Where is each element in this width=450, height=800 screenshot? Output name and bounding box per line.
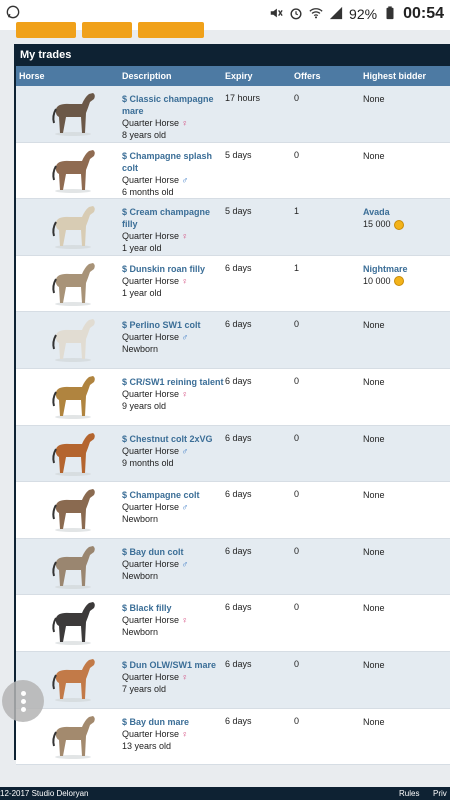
footer [0, 787, 450, 800]
breed-line [122, 614, 224, 626]
horse-tail [53, 109, 56, 123]
horse-body [56, 93, 95, 133]
horse-image[interactable] [44, 598, 102, 646]
breed-line [122, 445, 224, 457]
header-description: Description [122, 71, 172, 81]
breed-line [122, 728, 224, 740]
horse-name-link[interactable]: $ Black filly [122, 603, 172, 614]
horse-body [56, 263, 95, 303]
my-trades-panel [14, 44, 450, 760]
horse-image[interactable] [44, 485, 102, 533]
top-button-row [16, 22, 204, 38]
table-row[interactable] [16, 539, 450, 596]
age: 7 years old [122, 683, 167, 694]
alarm-icon [289, 6, 303, 23]
breed: Quarter Horse [122, 231, 180, 242]
expiry-value: 6 days [225, 602, 252, 613]
expiry-value: 6 days [225, 319, 252, 330]
highest-bidder [363, 206, 404, 230]
expiry-value: 6 days [225, 262, 252, 273]
bidder-name: None [363, 659, 385, 670]
horse-name-link[interactable]: $ Champagne colt [122, 490, 200, 501]
highest-bidder [363, 659, 385, 671]
male-symbol-icon: ♂ [181, 502, 189, 513]
offers-value: 0 [294, 489, 300, 500]
table-row[interactable] [16, 256, 450, 313]
trade-description [122, 659, 224, 695]
coin-icon [394, 276, 404, 286]
horse-body [56, 602, 95, 642]
header-expiry: Expiry [225, 71, 253, 81]
female-symbol-icon: ♀ [181, 118, 189, 128]
table-row[interactable] [16, 143, 450, 200]
female-symbol-icon: ♀ [181, 671, 189, 682]
male-symbol-icon: ♂ [181, 558, 189, 569]
highest-bidder [363, 319, 385, 331]
age: 1 year old [122, 287, 162, 298]
bidder-name: None [363, 150, 385, 161]
offers-value: 0 [294, 602, 300, 613]
horse-name-link[interactable]: $ Classic champagne mare [122, 94, 214, 116]
offers-value: 0 [294, 375, 300, 386]
breed: Quarter Horse [122, 502, 180, 513]
header-highest-bidder: Highest bidder [363, 71, 427, 81]
breed: Quarter Horse [122, 174, 180, 185]
highest-bidder [363, 376, 385, 388]
horse-name-link[interactable]: $ Dunskin roan filly [122, 263, 206, 274]
highest-bidder [363, 150, 385, 162]
bid-amount-line [363, 275, 408, 287]
highest-bidder [363, 716, 385, 728]
age: 9 months old [122, 457, 174, 468]
offers-value: 1 [294, 206, 300, 217]
breed-line [122, 558, 224, 570]
offers-value: 0 [294, 715, 300, 726]
more-dot [21, 691, 26, 696]
coin-icon [394, 220, 404, 230]
more-dot [21, 699, 26, 704]
top-button-3[interactable] [138, 22, 204, 38]
horse-image[interactable] [44, 655, 102, 703]
table-row[interactable] [16, 652, 450, 709]
age: Newborn [122, 627, 159, 638]
horse-body [56, 489, 95, 529]
trade-description [122, 602, 224, 638]
breed: Quarter Horse [122, 671, 180, 682]
female-symbol-icon: ♀ [181, 615, 189, 626]
horse-tail [53, 166, 56, 180]
offers-value: 0 [294, 658, 300, 669]
bid-amount-line [363, 218, 404, 230]
trade-description [122, 150, 224, 198]
highest-bidder [363, 489, 385, 501]
horse-tail [53, 505, 56, 519]
horse-name-link[interactable]: $ Chestnut colt 2xVG [122, 433, 213, 444]
horse-tail [53, 732, 56, 746]
horse-name-link[interactable]: $ Cream champagne filly [122, 207, 211, 230]
table-row[interactable] [16, 312, 450, 369]
trade-description [122, 319, 224, 355]
trade-description [122, 263, 224, 299]
horse-image[interactable] [44, 202, 102, 250]
bidder-name: None [363, 433, 385, 444]
breed-line [122, 230, 224, 242]
highest-bidder [363, 602, 385, 614]
bidder-name[interactable]: Avada [363, 207, 390, 218]
horse-image[interactable] [44, 429, 102, 477]
horse-body [56, 546, 95, 586]
horse-image[interactable] [44, 542, 102, 590]
trade-description [122, 206, 224, 254]
signal-icon [329, 6, 343, 23]
header-offers: Offers [294, 71, 321, 81]
breed-line [122, 331, 224, 343]
horse-tail [53, 562, 56, 576]
age: 9 years old [122, 400, 167, 411]
expiry-value: 6 days [225, 545, 252, 556]
horse-image[interactable] [44, 372, 102, 420]
trade-description [122, 376, 224, 412]
copyright-text: 12-2017 Studio Deloryan [0, 789, 89, 798]
breed: Quarter Horse [122, 388, 180, 399]
table-row[interactable] [16, 482, 450, 539]
age: 8 years old [122, 130, 167, 140]
horse-image[interactable] [44, 712, 102, 760]
offers-value: 0 [294, 319, 300, 330]
breed: Quarter Horse [122, 118, 180, 128]
trade-description [122, 93, 224, 141]
breed: Quarter Horse [122, 558, 180, 569]
bidder-name: None [363, 94, 385, 104]
horse-image[interactable] [44, 89, 102, 137]
bidder-name: None [363, 603, 385, 614]
male-symbol-icon: ♂ [181, 445, 189, 456]
header-horse: Horse [19, 71, 45, 81]
bidder-name: None [363, 546, 385, 557]
offers-value: 1 [294, 262, 300, 273]
age: Newborn [122, 514, 159, 525]
female-symbol-icon: ♀ [181, 388, 189, 399]
offers-value: 0 [294, 545, 300, 556]
horse-body [56, 716, 95, 756]
horse-tail [53, 335, 56, 349]
offers-value: 0 [294, 432, 300, 443]
age: 1 year old [122, 243, 162, 254]
highest-bidder [363, 93, 385, 105]
male-symbol-icon: ♂ [181, 332, 189, 343]
breed-line [122, 174, 224, 186]
bidder-name: None [363, 716, 385, 727]
horse-body [56, 433, 95, 473]
horse-name-link[interactable]: $ Bay dun colt [122, 546, 184, 557]
age: Newborn [122, 344, 159, 355]
offers-value: 0 [294, 93, 300, 103]
horse-tail [53, 392, 56, 406]
more-dot [21, 707, 26, 712]
horse-tail [53, 618, 56, 632]
top-button-1[interactable] [16, 22, 76, 38]
top-button-2[interactable] [82, 22, 132, 38]
expiry-value: 5 days [225, 149, 252, 160]
trade-description [122, 716, 224, 752]
table-row[interactable] [16, 199, 450, 256]
horse-body [56, 376, 95, 416]
breed-line [122, 388, 224, 400]
clock: 00:54 [403, 5, 444, 22]
age: 13 years old [122, 740, 172, 751]
breed-line [122, 501, 224, 513]
female-symbol-icon: ♀ [181, 728, 189, 739]
trade-description [122, 433, 224, 469]
rules-link[interactable]: Rules [399, 789, 420, 798]
female-symbol-icon: ♀ [181, 231, 189, 242]
highest-bidder [363, 546, 385, 558]
privacy-link[interactable]: Priv [433, 789, 447, 798]
battery-icon [383, 6, 397, 23]
bidder-name: None [363, 376, 385, 387]
expiry-value: 17 hours [225, 93, 261, 103]
bidder-name: None [363, 320, 385, 331]
trades-table-body [16, 86, 450, 765]
highest-bidder [363, 263, 408, 287]
horse-name-link[interactable]: $ Perlino SW1 colt [122, 320, 201, 331]
horse-tail [53, 449, 56, 463]
expiry-value: 5 days [225, 206, 252, 217]
horse-body [56, 659, 95, 699]
horse-tail [53, 675, 56, 689]
battery-percent: 92% [349, 6, 378, 22]
highest-bidder [363, 433, 385, 445]
age: Newborn [122, 570, 159, 581]
table-row[interactable] [16, 86, 450, 143]
wifi-icon [309, 6, 323, 23]
horse-name-link[interactable]: $ Bay dun mare [122, 716, 190, 727]
bid-amount: 15 000 [363, 219, 391, 230]
horse-body [56, 206, 95, 246]
breed: Quarter Horse [122, 275, 180, 286]
breed: Quarter Horse [122, 728, 180, 739]
offers-value: 0 [294, 149, 300, 160]
expiry-value: 6 days [225, 432, 252, 443]
table-row[interactable] [16, 369, 450, 426]
bidder-name: None [363, 490, 385, 501]
horse-tail [53, 279, 56, 293]
horse-body [56, 319, 95, 359]
age: 6 months old [122, 186, 174, 197]
expiry-value: 6 days [225, 658, 252, 669]
female-symbol-icon: ♀ [181, 275, 189, 286]
panel-title: My trades [16, 44, 450, 66]
table-row[interactable] [16, 595, 450, 652]
bid-amount: 10 000 [363, 275, 391, 286]
expiry-value: 6 days [225, 715, 252, 726]
horse-name-link[interactable]: $ Dun OLW/SW1 mare [122, 659, 217, 670]
breed-line [122, 275, 224, 287]
horse-body [56, 150, 95, 190]
table-row[interactable] [16, 709, 450, 766]
mute-icon [269, 6, 283, 23]
trade-description [122, 546, 224, 582]
table-header [16, 66, 450, 86]
expiry-value: 6 days [225, 375, 252, 386]
horse-image[interactable] [44, 315, 102, 363]
breed: Quarter Horse [122, 445, 180, 456]
expiry-value: 6 days [225, 489, 252, 500]
table-row[interactable] [16, 426, 450, 483]
horse-image[interactable] [44, 259, 102, 307]
horse-name-link[interactable]: $ Champagne splash colt [122, 150, 213, 173]
breed-line [122, 117, 224, 129]
horse-name-link[interactable]: $ CR/SW1 reining talent [122, 376, 224, 387]
bidder-name[interactable]: Nightmare [363, 263, 408, 274]
whatsapp-icon [6, 5, 20, 22]
horse-tail [53, 222, 56, 236]
breed-line [122, 671, 224, 683]
male-symbol-icon: ♂ [181, 174, 189, 185]
more-options-button[interactable] [2, 680, 44, 722]
breed: Quarter Horse [122, 615, 180, 626]
breed: Quarter Horse [122, 332, 180, 343]
horse-image[interactable] [44, 146, 102, 194]
trade-description [122, 489, 224, 525]
